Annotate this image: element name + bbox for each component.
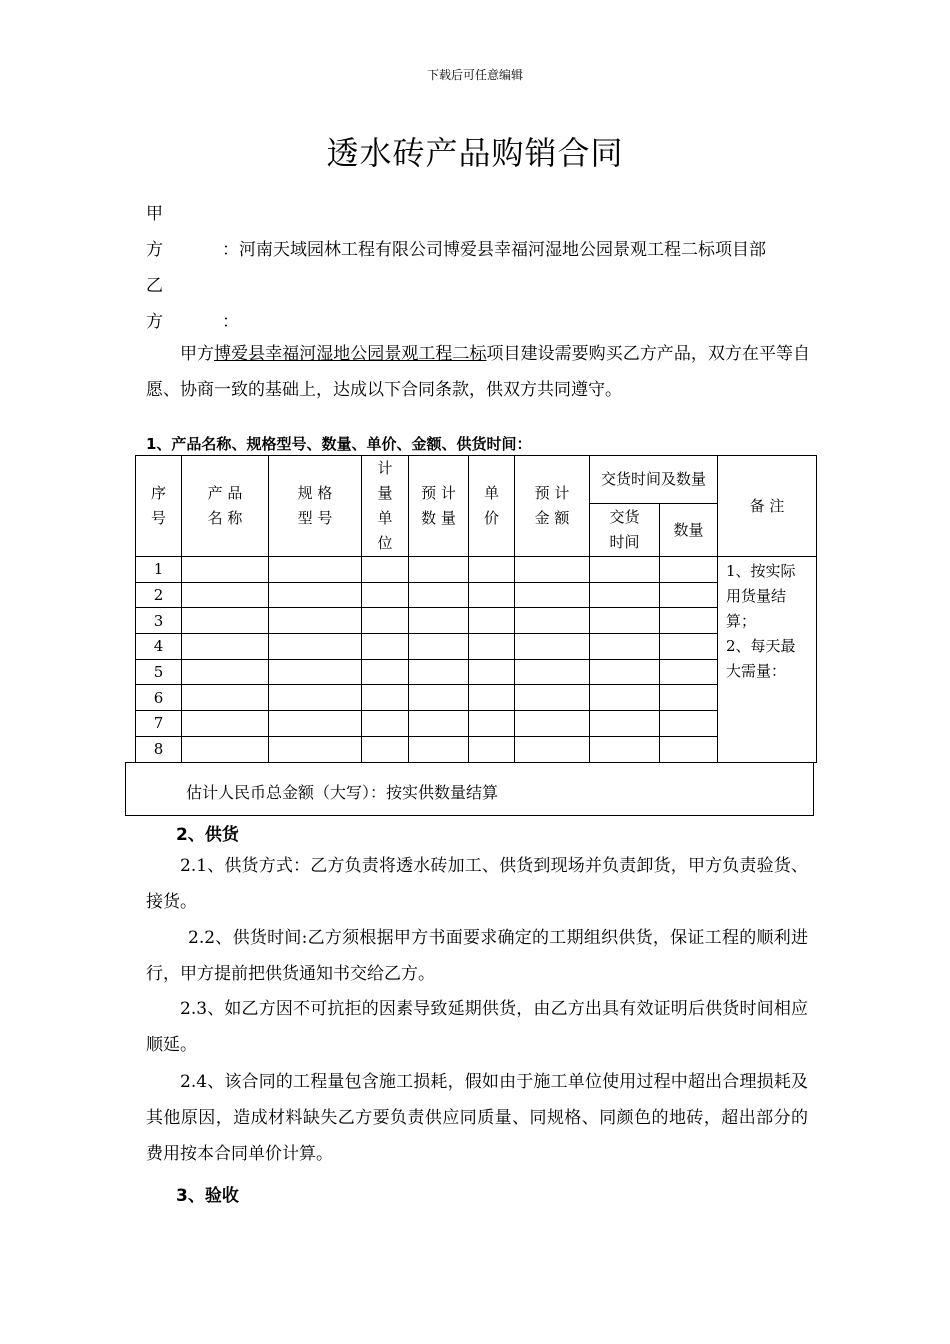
table-row: [136, 634, 817, 660]
section2-p2: 2.2、供货时间:乙方须根据甲方书面要求确定的工期组织供货，保证工程的顺利进行，甲方提前把供货通知书交给乙方。: [146, 928, 808, 984]
party-b: 乙方 ：: [146, 268, 816, 340]
row-seq: 3: [136, 608, 182, 634]
section2-p1: 2.1、供货方式：乙方负责将透水砖加工、供货到现场并负责卸货，甲方负责验货、接货。: [146, 856, 808, 912]
intro-part2: 项目建设需要购买乙方产品，双方在平等自愿、协商一致的基础上，达成以下合同条款，供双方共同遵守。: [146, 344, 811, 400]
total-amount-box: 估计人民币总金额（大写）：按实供数量结算: [125, 762, 814, 816]
section1-title: 1、产品名称、规格型号、数量、单价、金额、供货时间：: [146, 435, 532, 453]
party-a-label: 甲方: [146, 204, 185, 260]
table-row: [136, 711, 817, 737]
table-row: [136, 659, 817, 685]
section3-title: 3、验收: [176, 1186, 239, 1206]
table-row: [136, 685, 817, 711]
party-b-label: 乙方: [146, 276, 185, 332]
product-table: [135, 455, 817, 763]
table-row: [136, 608, 817, 634]
row-seq: 2: [136, 582, 182, 608]
header-delivery-group: 交货时间及数量: [590, 456, 718, 504]
header-seq: 序 号: [136, 456, 182, 557]
table-row: [136, 736, 817, 762]
section2-p3: 2.3、如乙方因不可抗拒的因素导致延期供货，由乙方出具有效证明后供货时间相应顺延。: [146, 999, 808, 1055]
header-product-name: 产 品 名 称: [182, 456, 269, 557]
header-unit: 计 量 单 位: [362, 456, 409, 557]
row-seq: 4: [136, 634, 182, 660]
row-seq: 6: [136, 685, 182, 711]
row-seq: 7: [136, 711, 182, 737]
row-seq: 8: [136, 736, 182, 762]
section2-title: 2、供货: [176, 825, 239, 845]
intro-part1: 甲方: [180, 344, 215, 364]
header-price: 单 价: [469, 456, 515, 557]
table-row: [136, 582, 817, 608]
party-a-value: 河南天域园林工程有限公司博爱县幸福河湿地公园景观工程二标项目部: [239, 240, 766, 260]
header-est-qty: 预 计 数 量: [409, 456, 469, 557]
intro-project-name: 博爱县幸福河湿地公园景观工程二标: [214, 344, 487, 364]
header-note: 下载后可任意编辑: [426, 68, 523, 82]
row-seq: 1: [136, 557, 182, 583]
intro-paragraph: [146, 336, 810, 408]
header-quantity: 数量: [660, 504, 718, 557]
section2-p4: 2.4、该合同的工程量包含施工损耗，假如由于施工单位使用过程中超出合理损耗及其他原因，造成材料缺失乙方要负责供应同质量、同规格、同颜色的地砖，超出部分的费用按本合同单价计算。: [146, 1072, 808, 1164]
party-a: 甲方 ：河南天域园林工程有限公司博爱县幸福河湿地公园景观工程二标项目部: [146, 196, 816, 268]
table-row: [136, 557, 817, 583]
header-remark: 备 注: [718, 456, 817, 557]
header-est-amount: 预 计 金 额: [515, 456, 590, 557]
row-seq: 5: [136, 659, 182, 685]
document-title: 透水砖产品购销合同: [326, 134, 624, 172]
header-delivery-time: 交货 时间: [590, 504, 660, 557]
remark-cell: 1、按实际用货量结算； 2、每天最大需量：: [718, 557, 817, 763]
header-spec: 规 格 型 号: [269, 456, 362, 557]
